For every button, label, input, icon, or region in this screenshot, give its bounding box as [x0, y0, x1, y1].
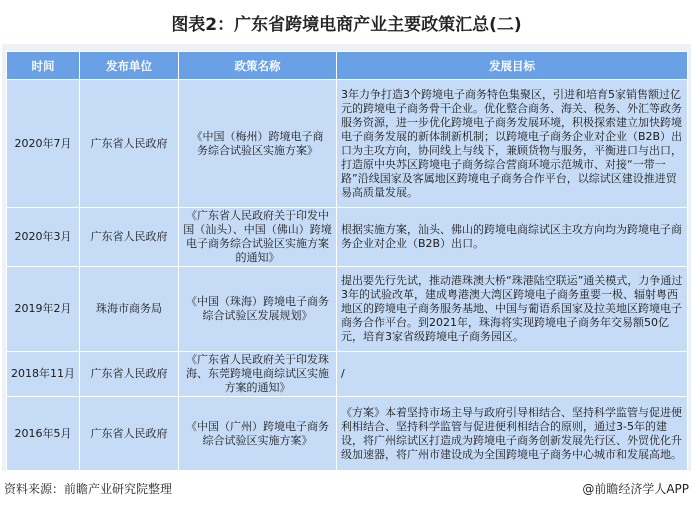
cell-time: 2020年3月 [7, 208, 80, 267]
cell-goal: / [337, 352, 688, 397]
page-title: 图表2：广东省跨境电商产业主要政策汇总(二) [171, 15, 522, 35]
policy-table [6, 51, 688, 471]
header-time: 时间 [7, 52, 80, 80]
table-row [7, 352, 688, 397]
cell-policy-name: 《中国（珠海）跨境电子商务综合试验区发展规划》 [179, 267, 337, 352]
cell-goal: 3年力争打造3个跨境电子商务特色集聚区，引进和培育5家销售额过亿元的跨境电子商务骨干企业。优化整合商务、海关、税务、外汇等政务服务资源，进一步优化跨境电子商务发展环境，积极探索建立加快跨境电子商务发展的新体制新机制；以跨境电子商务企业对企业（B2B）出口为主攻方向，协同线上与线下，兼顾货物与服务，平衡进口与出口，打造原中央苏区跨境电子商务综合营商环境示范城市、对接“一带一路”沿线国家及客属地区跨境电子商务合作平台，以综试区建设推进贸易高质量发展。 [337, 80, 688, 208]
cell-org: 广东省人民政府 [80, 208, 179, 267]
cell-org: 广东省人民政府 [80, 80, 179, 208]
table-row [7, 397, 688, 471]
cell-time: 2020年7月 [7, 80, 80, 208]
cell-time: 2018年11月 [7, 352, 80, 397]
table-row [7, 208, 688, 267]
cell-policy-name: 《广东省人民政府关于印发珠海、东莞跨境电商综试区实施方案的通知》 [179, 352, 337, 397]
source-note: 资料来源：前瞻产业研究院整理 [4, 482, 173, 496]
table-row [7, 80, 688, 208]
table-header-row [7, 52, 688, 80]
header-policy-name: 政策名称 [179, 52, 337, 80]
cell-policy-name: 《中国（梅州）跨境电子商务综合试验区实施方案》 [179, 80, 337, 208]
cell-org: 广东省人民政府 [80, 397, 179, 471]
cell-goal: 根据实施方案，汕头、佛山的跨境电商综试区主攻方向均为跨境电子商务企业对企业（B2B）出口。 [337, 208, 688, 267]
cell-org: 珠海市商务局 [80, 267, 179, 352]
table-row [7, 267, 688, 352]
header-org: 发布单位 [80, 52, 179, 80]
cell-time: 2019年2月 [7, 267, 80, 352]
cell-policy-name: 《广东省人民政府关于印发中国（汕头）、中国（佛山）跨境电子商务综合试验区实施方案的通知》 [179, 208, 337, 267]
cell-goal: 《方案》本着坚持市场主导与政府引导相结合、坚持科学监管与促进便利相结合、坚持科学监管与促进便利相结合的原则，通过3-5年的建设，将广州综试区打造成为跨境电子商务创新发展先行区、外贸优化升级加速器，将广州市建设成为全国跨境电子商务中心城市和发展高地。 [337, 397, 688, 471]
cell-time: 2016年5月 [7, 397, 80, 471]
credit-note: @前瞻经济学人APP [582, 482, 689, 496]
header-goal: 发展目标 [337, 52, 688, 80]
cell-policy-name: 《中国（广州）跨境电子商务综合试验区实施方案》 [179, 397, 337, 471]
cell-org: 广东省人民政府 [80, 352, 179, 397]
cell-goal: 提出要先行先试，推动港珠澳大桥“珠港陆空联运”通关模式，力争通过3年的试验改革，建成粤港澳大湾区跨境电子商务重要一极、辐射粤西地区的跨境电子商务服务基地、中国与葡语系国家及拉美地区跨境电子商务合作平台。到2021年，珠海将实现跨境电子商务年交易额50亿元，培育3家省级跨境电子商务园区。 [337, 267, 688, 352]
